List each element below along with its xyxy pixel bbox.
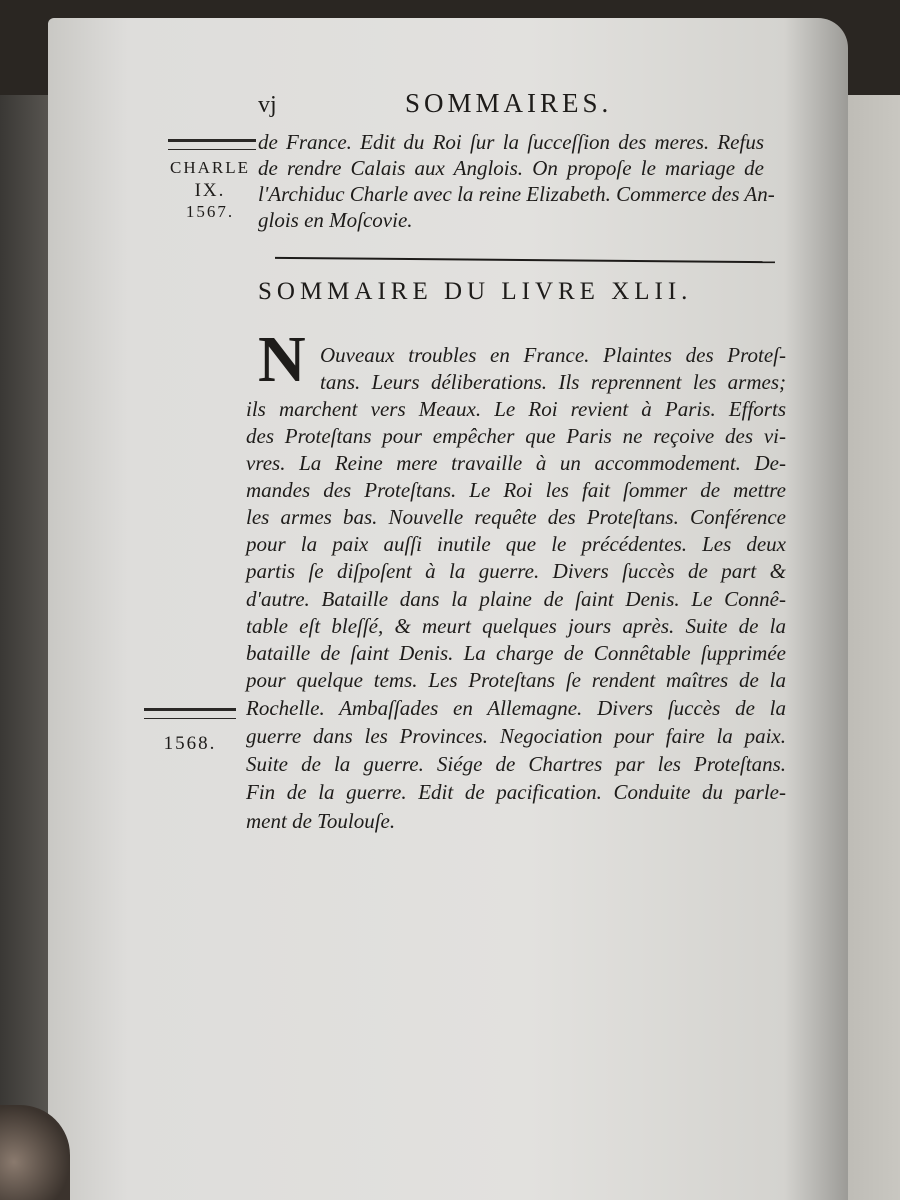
text-line: les armes bas. Nouvelle requête des Proteſtans. Conférence [246, 505, 786, 529]
text-line: glois en Moſcovie. [258, 208, 413, 232]
text-line: de rendre Calais aux Anglois. On propoſe le mariage de [258, 156, 764, 180]
text-line: Fin de la guerre. Edit de pacification. Conduite du parle- [246, 780, 786, 804]
text-line: table eſt bleſſé, & meurt quelques jours après. Suite de la [246, 614, 786, 638]
text-line: l'Archiduc Charle avec la reine Elizabeth. Commerce des An- [258, 182, 775, 206]
text-line: des Proteſtans pour empêcher que Paris ne reçoive des vi- [246, 424, 786, 448]
text-line: d'autre. Bataille dans la plaine de ſaint Denis. Le Connê- [246, 587, 786, 611]
text-line: Suite de la guerre. Siége de Chartres par les Proteſtans. [246, 752, 786, 776]
page-number: vj [258, 92, 277, 118]
text-line: Rochelle. Ambaſſades en Allemagne. Divers ſuccès de la [246, 696, 786, 720]
running-title: SOMMAIRES. [405, 88, 613, 118]
drop-cap: N [258, 323, 306, 396]
text-line: tans. Leurs déliberations. Ils reprennent les armes; [320, 370, 786, 394]
text-line: pour quelque tems. Les Proteſtans ſe rendent maîtres de la [246, 668, 786, 692]
margin-note-year: 1567. [185, 202, 235, 221]
margin-double-rule [144, 708, 236, 719]
section-heading: SOMMAIRE DU LIVRE XLII. [258, 278, 693, 305]
margin-note-year: 1568. [163, 733, 217, 754]
text-line: mandes des Proteſtans. Le Roi les fait ſommer de mettre [246, 478, 786, 502]
margin-double-rule [168, 139, 256, 150]
text-line: Ouveaux troubles en France. Plaintes des Proteſ- [320, 343, 786, 367]
text-line: pour la paix auſſi inutile que le précédentes. Les deux [246, 532, 786, 556]
margin-note-king: CHARLE [170, 158, 250, 177]
text-line: ils marchent vers Meaux. Le Roi revient à Paris. Efforts [246, 397, 786, 421]
margin-note-regnal: IX. [194, 180, 226, 201]
text-line: bataille de ſaint Denis. La charge de Connêtable ſupprimée [246, 641, 786, 665]
text-line: partis ſe diſpoſent à la guerre. Divers ſuccès de part & [246, 559, 786, 583]
text-line: vres. La Reine mere travaille à un accommodement. De- [246, 451, 786, 475]
text-line: de France. Edit du Roi ſur la ſucceſſion des meres. Refus [258, 130, 764, 154]
text-line: guerre dans les Provinces. Negociation pour faire la paix. [246, 724, 786, 748]
text-line: ment de Toulouſe. [246, 809, 396, 833]
